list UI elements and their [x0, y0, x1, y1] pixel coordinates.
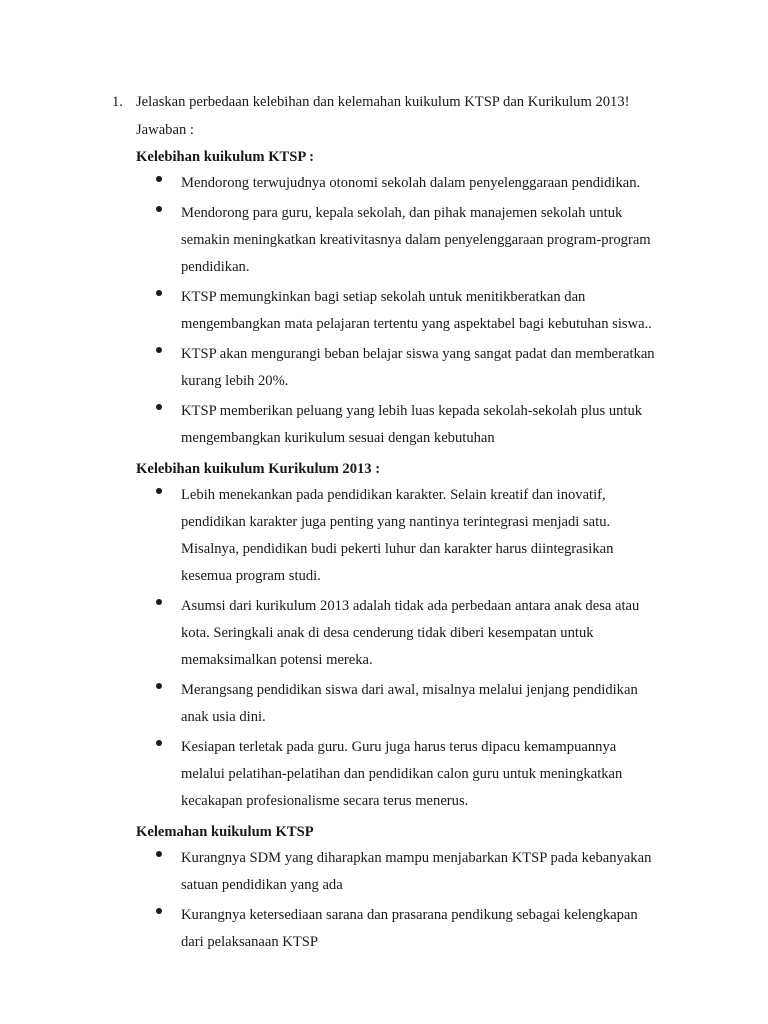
bullet-text: [181, 593, 696, 674]
bullet-text: [181, 482, 696, 590]
bullet-line: Lebih menekankan pada pendidikan karakter. Selain kreatif dan inovatif,: [181, 487, 606, 503]
section-heading: Kelebihan kuikulum Kurikulum 2013 :: [136, 461, 381, 477]
bullet-item: [136, 398, 696, 452]
bullet-line: kota. Seringkali anak di desa cenderung tidak diberi kesempatan untuk: [181, 625, 594, 641]
bullet-dot-icon: [156, 908, 162, 914]
bullet-text: [181, 398, 696, 452]
bullet-dot-icon: [156, 683, 162, 689]
bullet-line: kecakapan profesionalisme secara terus menerus.: [181, 793, 469, 809]
bullet-dot-icon: [156, 851, 162, 857]
bullet-line: Kesiapan terletak pada guru. Guru juga harus terus dipacu kemampuannya: [181, 739, 617, 755]
bullet-line: mengembangkan kurikulum sesuai dengan kebutuhan: [181, 430, 495, 446]
bullet-line: mengembangkan mata pelajaran tertentu yang aspektabel bagi kebutuhan siswa..: [181, 316, 652, 332]
bullet-line: anak usia dini.: [181, 709, 266, 725]
bullet-line: KTSP memungkinkan bagi setiap sekolah untuk menitikberatkan dan: [181, 289, 586, 305]
bullet-item: [136, 734, 696, 815]
bullet-line: kurang lebih 20%.: [181, 373, 289, 389]
bullet-line: Asumsi dari kurikulum 2013 adalah tidak ada perbedaan antara anak desa atau: [181, 598, 640, 614]
bullet-line: Misalnya, pendidikan budi pekerti luhur dan karakter harus diintegrasikan: [181, 541, 614, 557]
question-text: Jelaskan perbedaan kelebihan dan kelemahan kuikulum KTSP dan Kurikulum 2013!: [136, 94, 630, 110]
bullet-text: [181, 284, 696, 338]
bullet-dot-icon: [156, 599, 162, 605]
bullet-text: [181, 200, 696, 281]
bullet-dot-icon: [156, 740, 162, 746]
bullet-dot-icon: [156, 290, 162, 296]
bullet-dot-icon: [156, 176, 162, 182]
bullet-item: [136, 284, 696, 338]
bullet-line: Kurangnya SDM yang diharapkan mampu menjabarkan KTSP pada kebanyakan: [181, 850, 652, 866]
bullet-line: memaksimalkan potensi mereka.: [181, 652, 373, 668]
bullet-list: [136, 845, 696, 956]
bullet-line: Merangsang pendidikan siswa dari awal, misalnya melalui jenjang pendidikan: [181, 682, 638, 698]
bullet-item: [136, 482, 696, 590]
bullet-dot-icon: [156, 347, 162, 353]
bullet-text: [181, 845, 696, 899]
bullet-line: KTSP akan mengurangi beban belajar siswa yang sangat padat dan memberatkan: [181, 346, 655, 362]
document-content: [136, 92, 696, 956]
bullet-line: Mendorong para guru, kepala sekolah, dan pihak manajemen sekolah untuk: [181, 205, 623, 221]
section-heading: Kelemahan kuikulum KTSP: [136, 824, 314, 840]
bullet-item: [136, 845, 696, 899]
bullet-line: Mendorong terwujudnya otonomi sekolah dalam penyelenggaraan pendidikan.: [181, 175, 641, 191]
answer-label: Jawaban :: [136, 122, 194, 138]
bullet-item: [136, 200, 696, 281]
bullet-text: [181, 341, 696, 395]
bullet-text: [181, 902, 696, 956]
bullet-dot-icon: [156, 404, 162, 410]
bullet-line: dari pelaksanaan KTSP: [181, 934, 318, 950]
bullet-text: [181, 734, 696, 815]
bullet-line: Kurangnya ketersediaan sarana dan prasarana pendikung sebagai kelengkapan: [181, 907, 638, 923]
bullet-line: pendidikan.: [181, 259, 250, 275]
bullet-line: semakin meningkatkan kreativitasnya dalam penyelenggaraan program-program: [181, 232, 651, 248]
section-kelemahan-ktsp: [136, 822, 696, 956]
bullet-line: satuan pendidikan yang ada: [181, 877, 343, 893]
section-kelebihan-ktsp: [136, 147, 696, 452]
bullet-line: kesemua program studi.: [181, 568, 321, 584]
bullet-item: [136, 170, 696, 197]
bullet-item: [136, 902, 696, 956]
question-number: 1.: [112, 94, 123, 110]
bullet-dot-icon: [156, 488, 162, 494]
section-heading: Kelebihan kuikulum KTSP :: [136, 149, 315, 165]
bullet-line: pendidikan karakter juga penting yang nantinya terintegrasi menjadi satu.: [181, 514, 611, 530]
bullet-item: [136, 593, 696, 674]
bullet-list: [136, 482, 696, 815]
bullet-line: melalui pelatihan-pelatihan dan pendidikan calon guru untuk meningkatkan: [181, 766, 623, 782]
section-kelebihan-kurikulum-2013: [136, 459, 696, 815]
bullet-line: KTSP memberikan peluang yang lebih luas kepada sekolah-sekolah plus untuk: [181, 403, 643, 419]
bullet-item: [136, 677, 696, 731]
bullet-list: [136, 170, 696, 452]
bullet-dot-icon: [156, 206, 162, 212]
bullet-text: [181, 677, 696, 731]
bullet-text: [181, 170, 696, 197]
bullet-item: [136, 341, 696, 395]
